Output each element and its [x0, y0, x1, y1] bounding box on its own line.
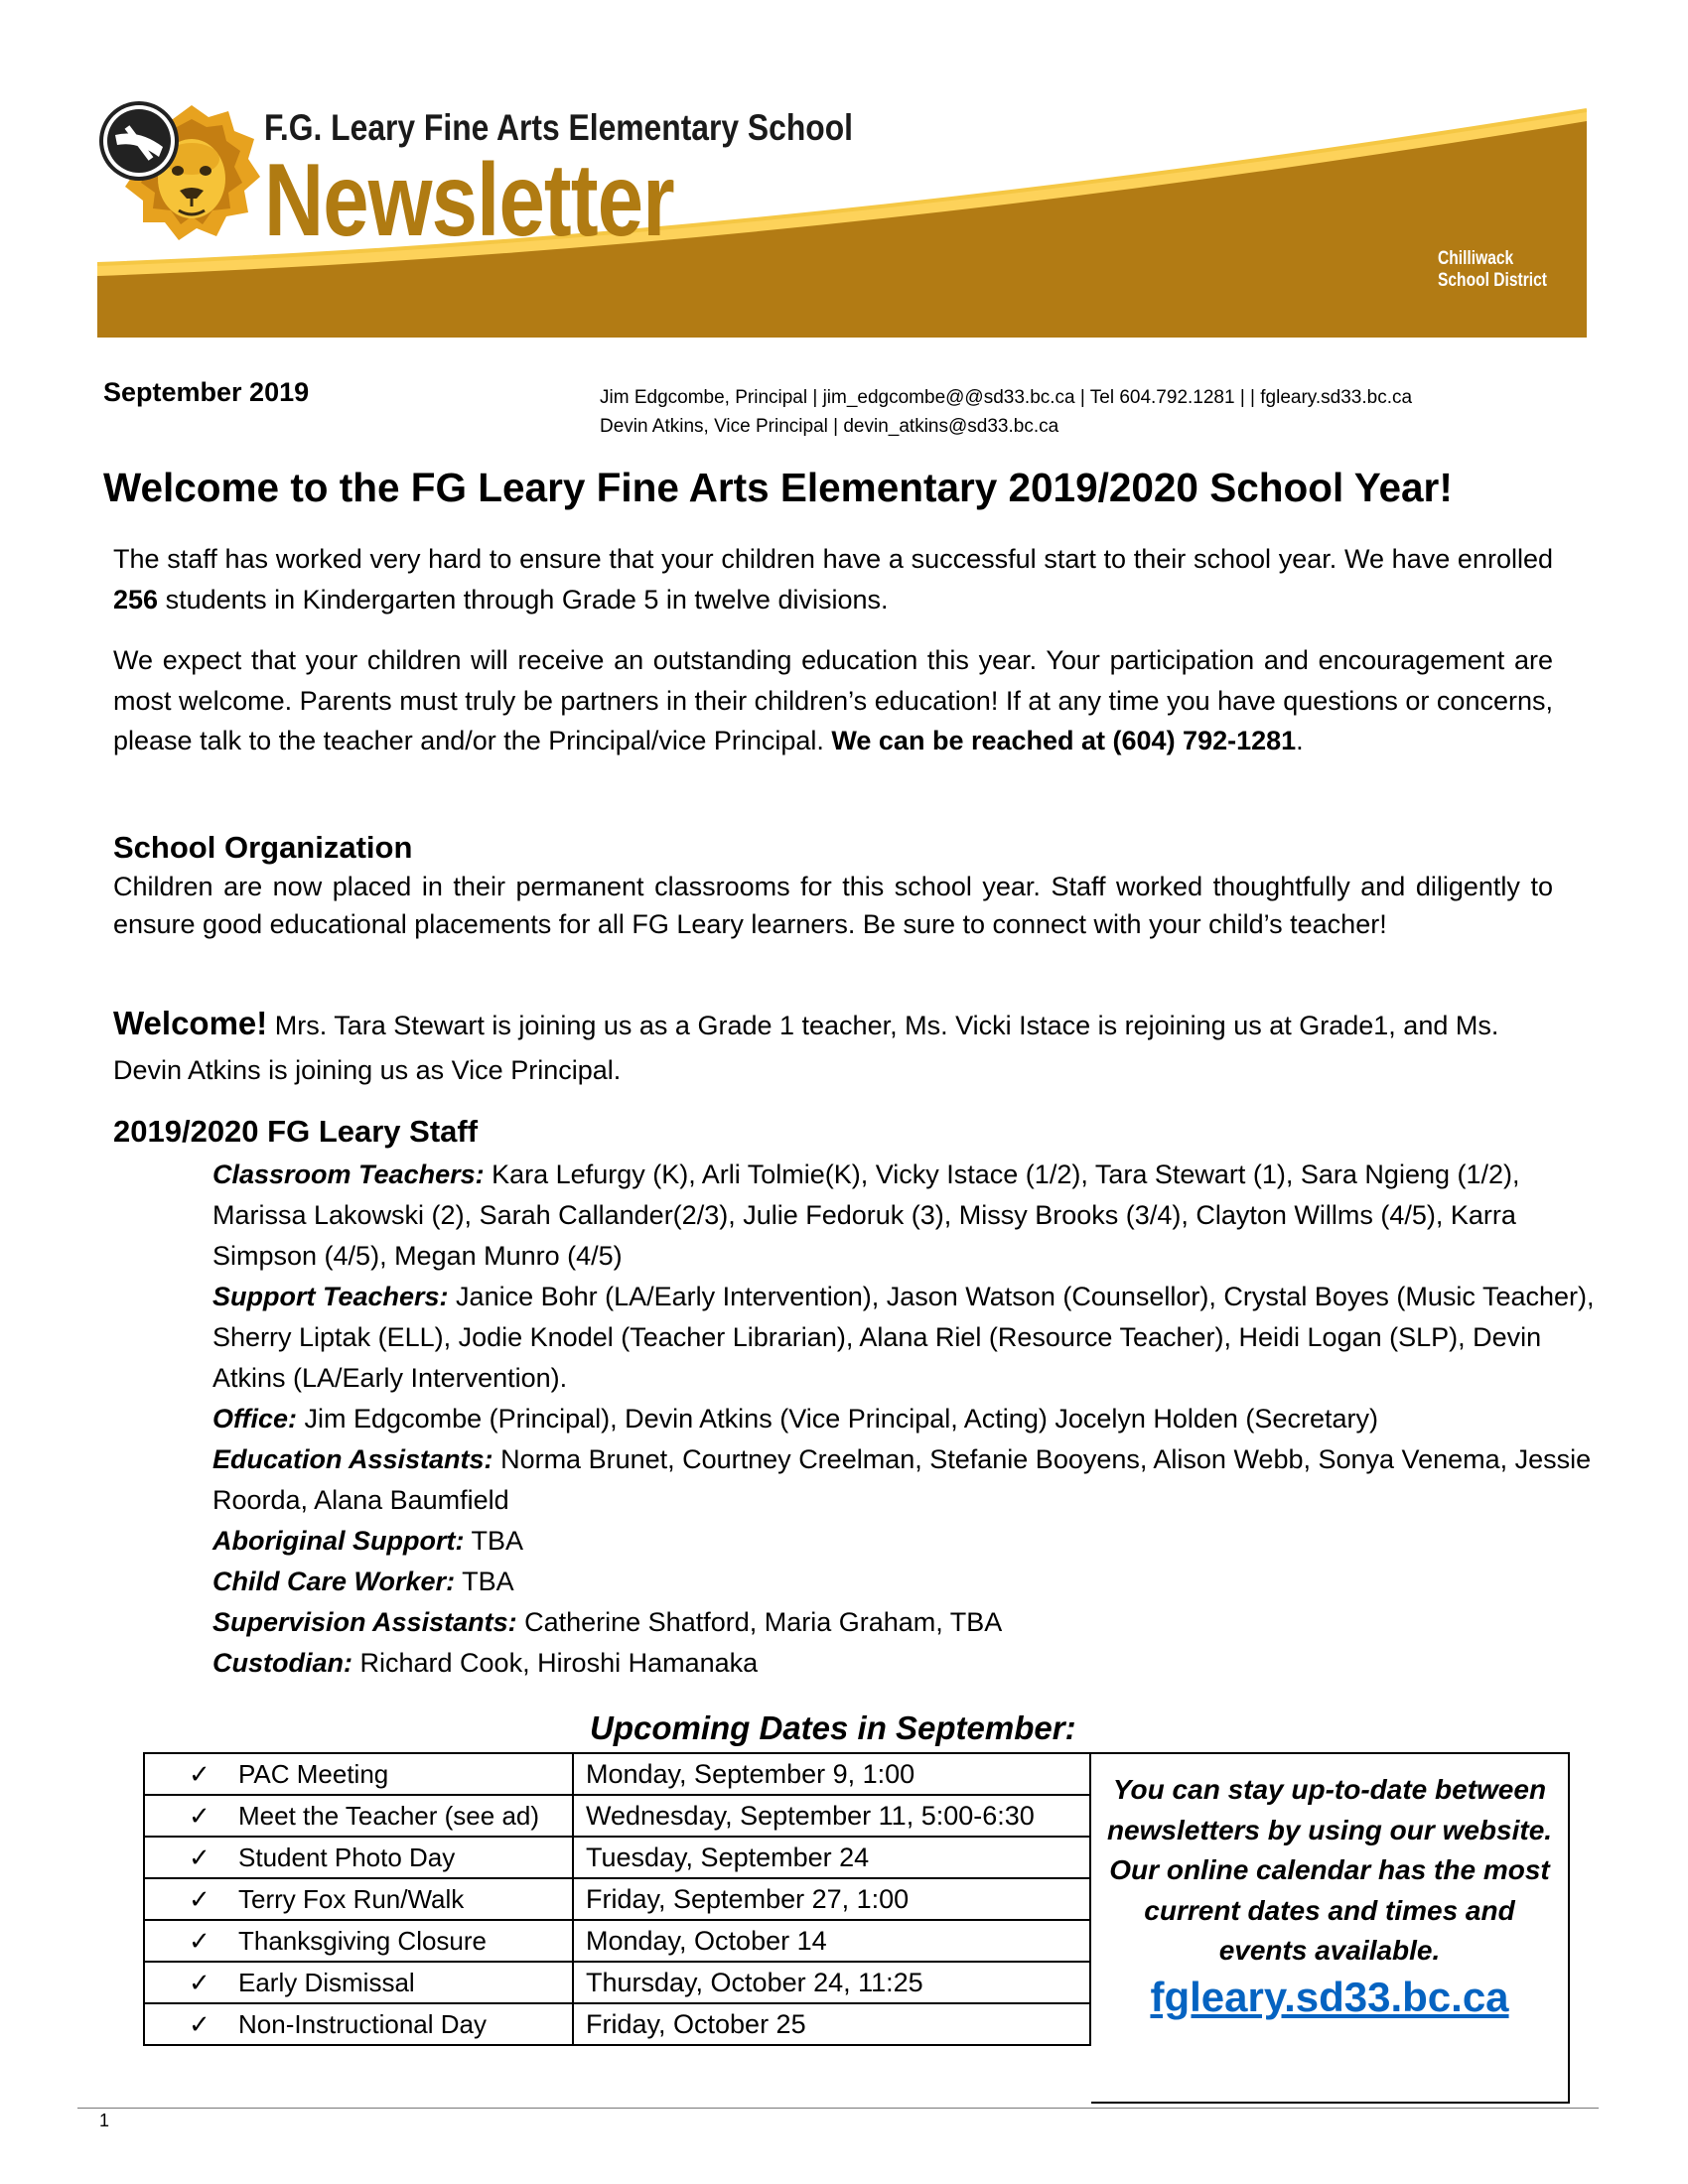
date-cell: Friday, September 27, 1:00 [573, 1878, 1090, 1920]
table-row [144, 1962, 1090, 2003]
checkmark-icon: ✓ [189, 1926, 211, 1956]
event-cell [144, 1920, 573, 1962]
staff-label-aboriginal: Aboriginal Support: [212, 1526, 465, 1556]
date-cell: Friday, October 25 [573, 2003, 1090, 2045]
date-cell: Tuesday, September 24 [573, 1837, 1090, 1878]
upcoming-dates-title: Upcoming Dates in September: [590, 1709, 1076, 1746]
newsletter-title: Newsletter [264, 143, 674, 258]
contact-vice-principal: Devin Atkins, Vice Principal | devin_atkins@sd33.bc.ca [600, 416, 1059, 437]
welcome-text: Mrs. Tara Stewart is joining us as a Grade 1 teacher, Ms. Vicki Istace is rejoining us at Grade1, and Ms. Devin Atkins is joining us as Vice Principal. [113, 1011, 1499, 1085]
checkmark-icon: ✓ [189, 1759, 211, 1789]
event-name: Terry Fox Run/Walk [238, 1884, 465, 1914]
date-cell: Monday, September 9, 1:00 [573, 1753, 1090, 1795]
district-name-line2: School District [1438, 270, 1547, 291]
staff-label-childcare: Child Care Worker: [212, 1567, 456, 1596]
intro-paragraph-1 [113, 539, 1553, 619]
staff-label-custodian: Custodian: [212, 1648, 352, 1678]
welcome-paragraph [113, 1001, 1553, 1093]
school-name: F.G. Leary Fine Arts Elementary School [264, 107, 853, 148]
welcome-label: Welcome! [113, 1005, 268, 1041]
event-name: Early Dismissal [238, 1968, 415, 1997]
district-name [1438, 248, 1547, 292]
staff-label-classroom: Classroom Teachers: [212, 1160, 485, 1189]
staff-heading: 2019/2020 FG Leary Staff [113, 1114, 479, 1149]
staff-custodian: Richard Cook, Hiroshi Hamanaka [352, 1648, 759, 1678]
contact-info [600, 383, 1412, 441]
upcoming-dates-table [143, 1752, 1091, 2046]
event-name: Non-Instructional Day [238, 2009, 487, 2039]
event-cell [144, 1962, 573, 2003]
checkmark-icon: ✓ [189, 1843, 211, 1872]
checkmark-icon: ✓ [189, 2009, 211, 2039]
phone-contact: We can be reached at (604) 792-1281 [831, 726, 1297, 755]
table-row [144, 1837, 1090, 1878]
checkmark-icon: ✓ [189, 1968, 211, 1997]
checkmark-icon: ✓ [189, 1884, 211, 1914]
table-row [144, 1920, 1090, 1962]
intro-p2-end: . [1296, 726, 1304, 755]
date-cell: Thursday, October 24, 11:25 [573, 1962, 1090, 2003]
event-cell [144, 1795, 573, 1837]
staff-ea: Norma Brunet, Courtney Creelman, Stefanie Booyens, Alison Webb, Sonya Venema, Jessie Roorda, Alana Baumfield [212, 1444, 1592, 1515]
table-row [144, 1795, 1090, 1837]
page-number: 1 [99, 2111, 110, 2130]
intro-text-b: students in Kindergarten through Grade 5 in twelve divisions. [158, 584, 889, 614]
intro-paragraph-2 [113, 640, 1553, 761]
website-info-text-1: You can stay up-to-date between newsletters by using our website. [1106, 1774, 1553, 1845]
staff-list [212, 1155, 1599, 1684]
staff-label-support: Support Teachers: [212, 1282, 449, 1311]
organization-text: Children are now placed in their permanent classrooms for this school year. Staff worked thoughtfully and diligently to ensure good educational placements for all FG Leary learners. Be sure to connect with your child’s teacher! [113, 872, 1553, 939]
staff-childcare: TBA [455, 1567, 514, 1596]
district-logo-icon [97, 99, 181, 183]
staff-classroom: Kara Lefurgy (K), Arli Tolmie(K), Vicky Istace (1/2), Tara Stewart (1), Sara Ngieng (1/2), Marissa Lakowski (2), Sarah Callander(2/3), Julie Fedoruk (3), Missy Brooks (3/4), Clayton Willms (4/5), Karra Simpson (4/5), Megan Munro (4/5) [212, 1160, 1520, 1271]
website-info-box [1091, 1752, 1570, 2104]
contact-principal: Jim Edgcombe, Principal | jim_edgcombe@@sd33.bc.ca | Tel 604.792.1281 | | fgleary.sd33.bc.ca [600, 387, 1413, 408]
event-name: PAC Meeting [238, 1759, 389, 1789]
staff-office: Jim Edgcombe (Principal), Devin Atkins (Vice Principal, Acting) Jocelyn Holden (Secretary) [297, 1404, 1378, 1433]
event-cell [144, 1753, 573, 1795]
staff-supervision: Catherine Shatford, Maria Graham, TBA [516, 1607, 1003, 1637]
event-name: Thanksgiving Closure [238, 1926, 488, 1956]
issue-date: September 2019 [103, 377, 310, 407]
date-cell: Wednesday, September 11, 5:00-6:30 [573, 1795, 1090, 1837]
table-row [144, 2003, 1090, 2045]
checkmark-icon: ✓ [189, 1801, 211, 1831]
event-name: Student Photo Day [238, 1843, 456, 1872]
event-cell [144, 1837, 573, 1878]
website-info-text-2: Our online calendar has the most current dates and times and events available. [1109, 1854, 1550, 1966]
intro-text-a: The staff has worked very hard to ensure that your children have a successful start to their school year. We have enrolled [113, 544, 1553, 574]
page-title: Welcome to the FG Leary Fine Arts Elementary 2019/2020 School Year! [103, 465, 1453, 510]
newsletter-banner [97, 99, 1587, 338]
event-cell [144, 1878, 573, 1920]
table-row [144, 1753, 1090, 1795]
staff-label-ea: Education Assistants: [212, 1444, 493, 1474]
event-cell [144, 2003, 573, 2045]
staff-label-supervision: Supervision Assistants: [212, 1607, 517, 1637]
staff-support: Janice Bohr (LA/Early Intervention), Jason Watson (Counsellor), Crystal Boyes (Music Teacher), Sherry Liptak (ELL), Jodie Knodel (Teacher Librarian), Alana Riel (Resource Teacher), Heidi Logan (SLP), Devin Atkins (LA/Early Intervention). [212, 1282, 1595, 1393]
intro-p2-text: We expect that your children will receive an outstanding education this year. Your participation and encouragement are most welcome. Parents must truly be partners in their children’s education! If at any time you have questions or concerns, please talk to the teacher and/or the Principal/vice Principal. [113, 645, 1553, 755]
organization-heading: School Organization [113, 830, 413, 865]
district-name-line1: Chilliwack [1438, 248, 1514, 269]
website-link[interactable]: fgleary.sd33.bc.ca [1150, 1973, 1509, 2020]
footer-divider [77, 2108, 1599, 2109]
staff-label-office: Office: [212, 1404, 298, 1433]
staff-aboriginal: TBA [464, 1526, 523, 1556]
event-name: Meet the Teacher (see ad) [238, 1801, 540, 1831]
enrolment-count: 256 [113, 584, 159, 614]
table-row [144, 1878, 1090, 1920]
date-cell: Monday, October 14 [573, 1920, 1090, 1962]
